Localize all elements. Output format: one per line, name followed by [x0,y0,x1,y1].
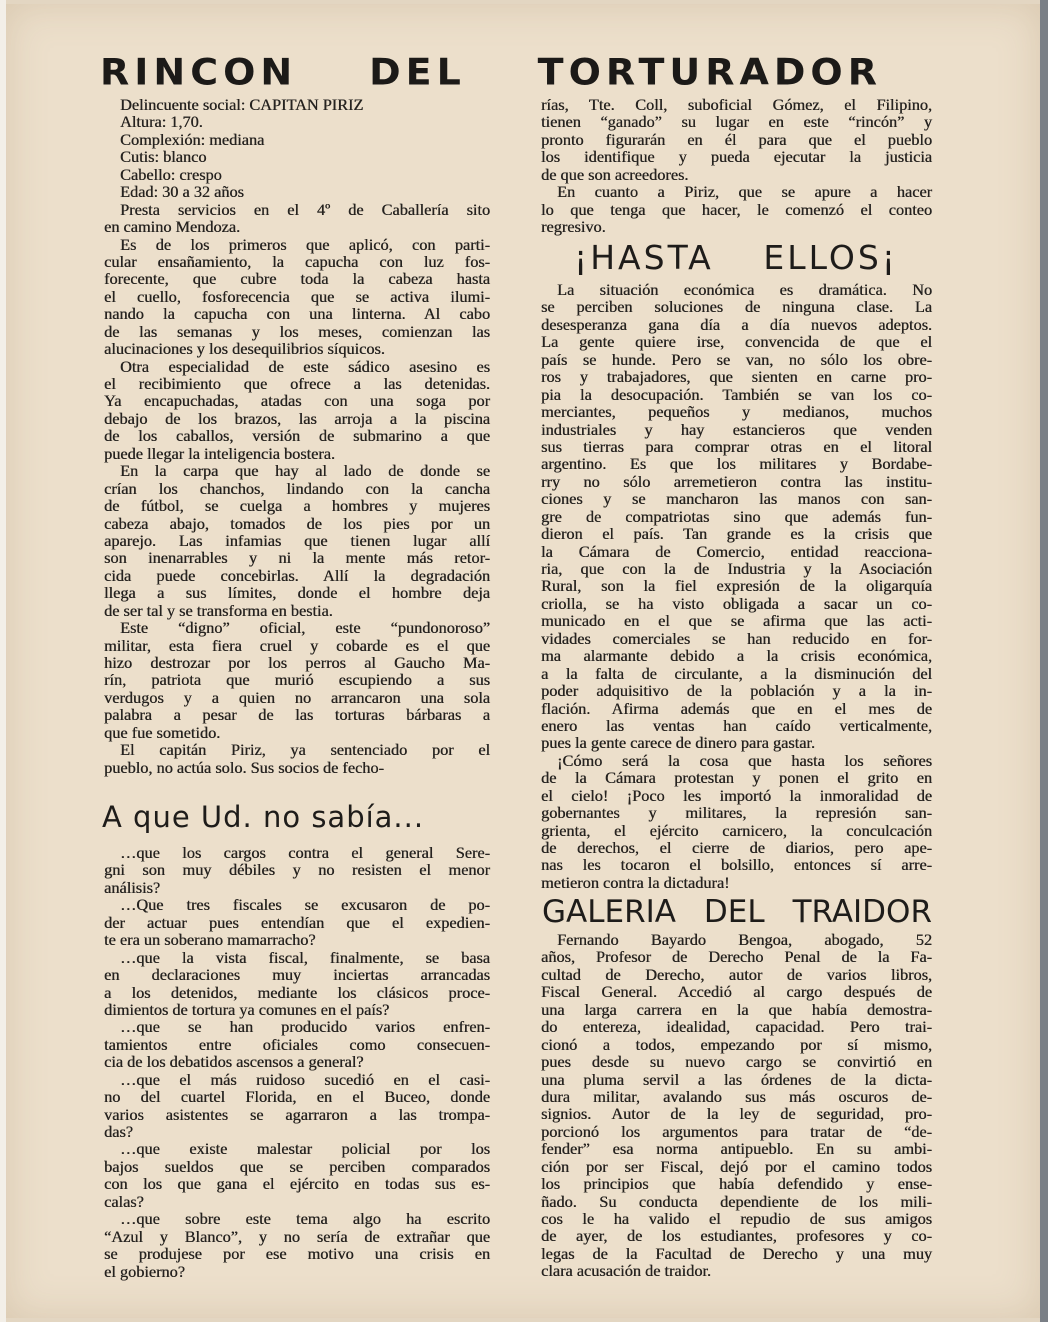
text-line: porcionó los argumentos para tratar de “de- [541,1121,932,1141]
text-line: el recibimiento que ofrece a las detenidas. [104,374,490,393]
text-line: Es de los primeros que aplicó, con parti- [120,234,490,254]
text-line: nando la capucha con una linterna. Al cabo [104,304,490,324]
text-line: Cabello: crespo [120,164,222,184]
text-line: se perciben soluciones de ninguna clase. La [541,297,932,317]
text-line: industriales y hay estancieros que venden [541,419,932,439]
text-line: son inenarrables y ni la mente más retor- [104,548,490,568]
text-line: gre de compatriotas sino que además fun- [541,506,932,526]
paragraph [541,96,932,183]
text-line: hizo destrozar por los perros al Gaucho Ma- [104,653,490,672]
text-line: pues la gente carece de dinero para gastar. [541,733,815,753]
text-line: crían los chanchos, lindando con la cancha [104,478,490,498]
text-line: …que la vista fiscal, finalmente, se basa [120,947,490,967]
text-line: ma alarmante debido a la crisis económica, [541,646,932,666]
text-line: dura militar, avalando sus más oscuros de- [541,1086,932,1106]
hasta-ellos-heading: ¡HASTA ELLOS¡ [574,238,898,277]
text-line: Presta servicios en el 4º de Caballería sito [120,199,490,219]
text-line: en declaraciones muy inciertas arrancadas [104,965,490,985]
text-line: merciantes, pequeños y medianos, muchos [541,402,932,422]
text-line: …que sobre este tema algo ha escrito [120,1209,490,1229]
text-line: …Que tres fiscales se excusaron de po- [120,895,490,915]
paragraph [104,148,490,165]
text-line: verdugos y a quien no arrancaron una sola [104,687,490,707]
text-line: sus tierras para comprar otras en el litoral [541,436,932,456]
rincon-article-left [104,96,490,776]
text-line: cionó a todos, empezando por sí mismo, [541,1034,932,1054]
text-line: llega a sus límites, donde el hombre deja [104,583,490,603]
text-line: el cuello, fosforecencia que se activa ilumi- [104,286,490,306]
text-line: Fernando Bayardo Bengoa, abogado, 52 [557,930,932,949]
text-line: das? [104,1122,133,1141]
text-line: varios asistentes se agarraron a las trompa- [104,1104,490,1124]
galeria-article [541,931,932,1280]
paragraph [104,896,490,948]
text-line: alucinaciones y los desequilibrios síquicos. [104,339,385,359]
text-line: ñado. Su conducta dependiente de los mili- [541,1191,932,1211]
text-line: gobernantes y militares, la represión san- [541,803,932,823]
text-line: análisis? [104,877,161,897]
text-line: lo que tenga que hacer, le comenzó el conteo [541,199,932,219]
text-line: ciones y se mancharon las manos con san- [541,489,932,509]
text-line: desesperanza gana día a día nuevos adeptos. [541,314,932,334]
text-line: dieron el país. Tan grande es la crisis que [541,524,932,544]
text-line: …que existe malestar policial por los [120,1139,490,1159]
text-line: de las semanas y los meses, comienzan las [104,321,490,341]
text-line: Altura: 1,70. [120,112,203,132]
text-line: grienta, el ejército carnicero, la conculcación [541,820,932,840]
text-line: La situación económica es dramática. No [557,280,932,299]
text-line: rín, patriota que murió escupiendo a sus [104,670,490,690]
text-line: cultad de Derecho, autor de varios libros, [541,964,932,984]
text-line: de que son acreedores. [541,164,689,184]
text-line: Delincuente social: CAPITAN PIRIZ [120,95,364,114]
text-line: tienen “ganado” su lugar en este “rincón” y [541,112,932,132]
text-line: Cutis: blanco [120,147,207,167]
text-line: te era un soberano mamarracho? [104,930,316,950]
paragraph [541,281,932,752]
paragraph [104,741,490,776]
text-line: Este “digno” oficial, este “pundonoroso” [120,618,490,638]
page-edge-right [1040,0,1048,1322]
text-line: militar, esta fiera cruel y cobarde es el que [104,635,490,655]
text-line: de ser tal y se transforma en bestia. [104,600,333,620]
text-line: Complexión: mediana [120,129,265,149]
text-line: pronto figurarán en él para que el pueblo [541,129,932,149]
page-title: RINCON DEL TORTURADOR [100,51,882,93]
text-line: El capitán Piriz, ya sentenciado por el [120,740,490,760]
text-line: el gobierno? [104,1261,185,1281]
text-line: flación. Afirma además que en el mes de [541,698,932,718]
text-line: argentino. Es que los militares y Bordabe- [541,454,932,474]
text-line: tamientos entre oficiales como consecuen- [104,1034,490,1054]
text-line: palabra a pesar de las torturas bárbaras a [104,705,490,725]
paragraph [104,619,490,741]
text-line: …que se han producido varios enfren- [120,1017,490,1037]
text-line: gni son muy débiles y no resisten el menor [104,860,490,880]
text-line: de ayer, de los estudiantes, profesores y co- [541,1226,932,1246]
text-line: En la carpa que hay al lado de donde se [120,461,490,481]
rincon-article-continuation [541,96,932,236]
text-line: bajos sueldos que se perciben comparados [104,1156,490,1176]
paragraph [104,96,490,113]
paragraph [541,931,932,1280]
paragraph [104,201,490,236]
paragraph [104,844,490,896]
text-line: los principios que había defendido y ense- [541,1174,932,1194]
sabia-heading: A que Ud. no sabía... [102,800,425,834]
paragraph [104,166,490,183]
text-line: pueblo, no actúa solo. Sus socios de fecho- [104,757,384,777]
text-line: puede llegar la inteligencia bostera. [104,443,335,463]
text-line: se produjese por ese motivo una crisis en [104,1244,490,1264]
text-line: Fiscal General. Accedió al cargo después de [541,982,932,1002]
text-line: de los caballos, versión de submarino a que [104,426,490,446]
text-line: con los que gana el ejército en todas sus es- [104,1174,490,1194]
sabia-article [104,844,490,1280]
text-line: vidades comerciales se han reducido en for- [541,628,932,648]
text-line: años, Profesor de Derecho Penal de la Fa- [541,947,932,967]
paragraph [104,1071,490,1141]
text-line: …que los cargos contra el general Sere- [120,843,490,862]
galeria-heading: GALERIA DEL TRAIDOR [542,894,932,930]
hasta-ellos-article [541,281,932,891]
text-line: de la Cámara protestan y ponen el grito en [541,768,932,788]
text-line: Rural, son la fiel expresión de la oligarquía [541,576,932,596]
text-line: calas? [104,1191,144,1211]
text-line: criolla, se ha visto obligada a sacar un co- [541,593,932,613]
paragraph [104,1018,490,1070]
paragraph [541,183,932,235]
text-line: a los detenidos, mediante los clásicos proce- [104,982,490,1002]
paragraph [104,131,490,148]
text-line: signios. Autor de la ley de seguridad, pro- [541,1104,932,1124]
text-line: cular ensañamiento, la capucha con luz fos- [104,251,490,271]
text-line: municado en el que se afirma que las acti- [541,611,932,631]
text-line: pia la desocupación. También se van los co- [541,384,932,404]
text-line: clara acusación de traidor. [541,1261,711,1281]
text-line: rías, Tte. Coll, suboficial Gómez, el Filipino, [541,95,932,114]
text-line: Ya encapuchadas, atadas con una soga por [104,391,490,411]
text-line: …que el más ruidoso sucedió en el casi- [120,1069,490,1089]
text-line: cida puede concebirlas. Allí la degradación [104,565,490,585]
text-line: no del cuartel Florida, en el Buceo, donde [104,1087,490,1107]
paragraph [104,113,490,130]
text-line: La gente quiere irse, convencida de que el [541,332,932,352]
text-line: cia de los debatidos ascensos a general? [104,1052,364,1072]
text-line: do entereza, idealidad, capacidad. Pero trai- [541,1017,932,1037]
text-line: Otra especialidad de este sádico asesino es [120,356,490,376]
text-line: cos le ha valido el repudio de sus amigos [541,1209,932,1228]
paragraph [104,358,490,463]
text-line: En cuanto a Piriz, que se apure a hacer [557,182,932,202]
text-line: una pluma servil a las órdenes de la dicta- [541,1069,932,1089]
text-line: que fue sometido. [104,722,221,742]
paragraph [104,1210,490,1280]
text-line: ros y trabajadores, que sienten en carne pro- [541,367,932,387]
text-line: “Azul y Blanco”, y no sería de extrañar que [104,1226,490,1246]
text-line: ¡Cómo será la cosa que hasta los señores [557,750,932,770]
text-line: poder adquisitivo de la población y a la in- [541,681,932,701]
text-line: der actuar pues entendían que el expedien- [104,912,490,932]
paragraph [104,949,490,1019]
text-line: enero las ventas han caído verticalmente, [541,715,932,735]
text-line: a la falta de circulante, a la disminución del [541,663,932,683]
text-line: metieron contra la dictadura! [541,872,730,892]
paragraph [104,236,490,358]
text-line: en camino Mendoza. [104,217,241,237]
text-line: debajo de los brazos, las arroja a la piscina [104,408,490,428]
paragraph [104,1140,490,1210]
text-line: de derechos, el cierre de diarios, pero ape- [541,838,932,857]
text-line: la Cámara de Comercio, entidad reacciona- [541,541,932,561]
text-line: cabeza abajo, tomados de los pies por un [104,513,490,533]
text-line: dimientos de tortura ya comunes en el país? [104,999,390,1019]
paragraph [541,752,932,892]
paragraph [104,183,490,200]
text-line: ria, que con la de Industria y la Asociación [541,559,932,578]
text-line: nas les tocaron el bolsillo, entonces sí arre- [541,855,932,875]
text-line: los identifique y pueda ejecutar la justicia [541,147,932,167]
paragraph [104,462,490,619]
text-line: Edad: 30 a 32 años [120,182,244,202]
text-line: pues desde su nuevo cargo se convirtió en [541,1052,932,1072]
text-line: de fútbol, se cuelga a hombres y mujeres [104,496,490,516]
text-line: una larga carrera en la que había demostra- [541,999,932,1019]
text-line: ción por ser Fiscal, dejó por el camino todos [541,1156,932,1176]
text-line: el cielo! ¡Poco les importó la inmoralidad de [541,785,932,805]
text-line: forecente, que cubre toda la cabeza hasta [104,269,490,289]
text-line: aparejo. Las infamias que tienen lugar allí [104,530,490,550]
text-line: legas de la Facultad de Derecho y una muy [541,1243,932,1263]
text-line: rry no sólo arremetieron contra las institu- [541,471,932,491]
text-line: país se hunde. Pero se van, no sólo los obre- [541,349,932,369]
text-line: regresivo. [541,217,606,237]
text-line: fender” esa norma antipueblo. En su ambi- [541,1139,932,1159]
